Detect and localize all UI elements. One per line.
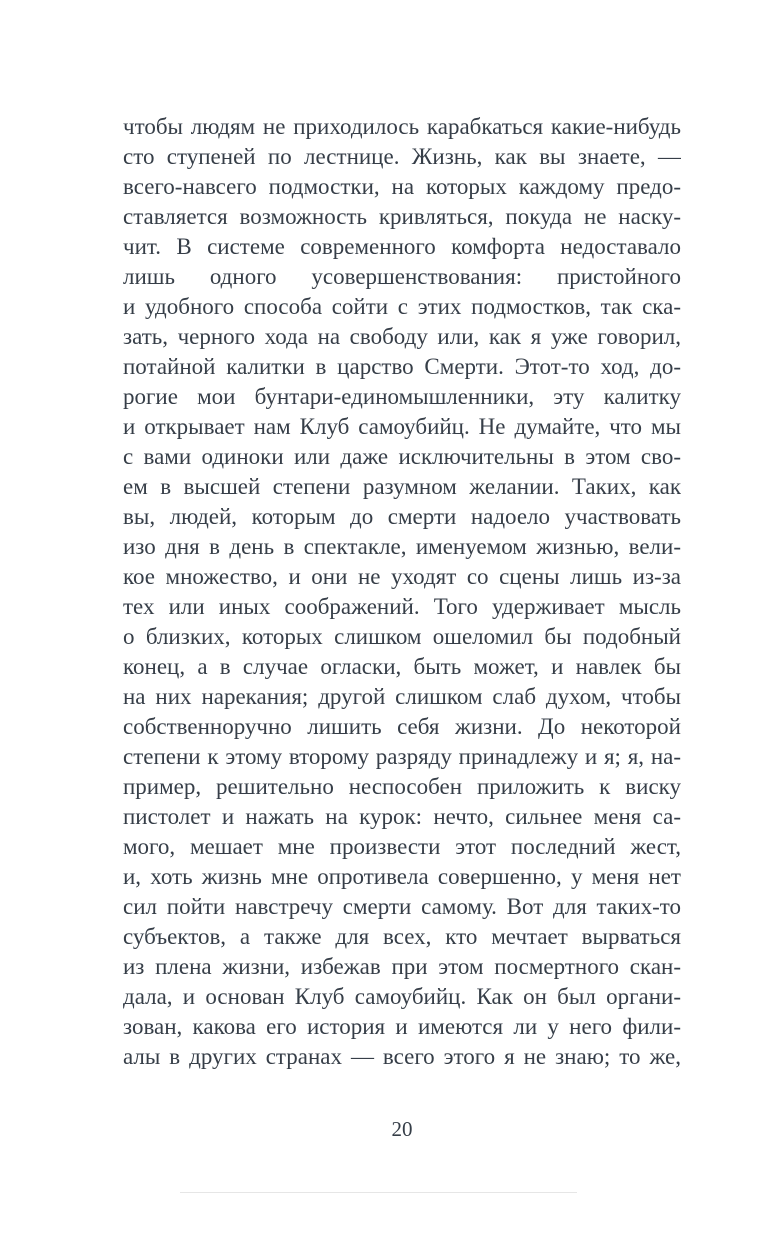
text-line: с вами одиноки или даже исключительны в этом сво- xyxy=(123,444,681,469)
text-line: и, хоть жизнь мне опротивела совершенно, у меня нет xyxy=(123,864,681,889)
text-line: потайной калитки в царство Смерти. Этот-то ход, до- xyxy=(123,354,681,379)
text-line: чит. В системе современного комфорта недоставало xyxy=(123,234,681,259)
text-line: изо дня в день в спектакле, именуемом жизнью, вели- xyxy=(123,534,681,559)
text-line: на них нарекания; другой слишком слаб духом, чтобы xyxy=(123,684,681,709)
page-divider xyxy=(180,1192,577,1193)
text-line: кое множество, и они не уходят со сцены лишь из-за xyxy=(123,564,681,589)
text-line: вы, людей, которым до смерти надоело участвовать xyxy=(123,504,681,529)
text-line: пример, решительно неспособен приложить к виску xyxy=(123,774,681,799)
text-line: всего-навсего подмостки, на которых каждому предо- xyxy=(123,174,681,199)
text-line: рогие мои бунтари-единомышленники, эту калитку xyxy=(123,384,681,409)
text-line: и открывает нам Клуб самоубийц. Не думайте, что мы xyxy=(123,414,681,439)
text-line: степени к этому второму разряду принадлежу и я; я, на- xyxy=(123,744,681,769)
text-line: пистолет и нажать на курок: нечто, сильнее меня са- xyxy=(123,804,681,829)
text-line: субъектов, а также для всех, кто мечтает вырваться xyxy=(123,924,681,949)
text-line: и удобного способа сойти с этих подмостков, так ска- xyxy=(123,294,681,319)
text-line: чтобы людям не приходилось карабкаться какие-нибудь xyxy=(123,114,681,139)
text-line: алы в других странах — всего этого я не знаю; то же, xyxy=(123,1044,681,1069)
text-line: мого, мешает мне произвести этот последний жест, xyxy=(123,834,681,859)
text-line: собственноручно лишить себя жизни. До некоторой xyxy=(123,714,681,739)
text-line: зать, черного хода на свободу или, как я уже говорил, xyxy=(123,324,681,349)
page-number: 20 xyxy=(391,1117,413,1141)
text-line: ем в высшей степени разумном желании. Таких, как xyxy=(123,474,681,499)
text-line: сто ступеней по лестнице. Жизнь, как вы знаете, — xyxy=(123,144,681,169)
text-line: тех или иных соображений. Того удерживает мысль xyxy=(123,594,681,619)
page-text xyxy=(123,112,681,1072)
text-line: о близких, которых слишком ошеломил бы подобный xyxy=(123,624,681,649)
text-line: конец, а в случае огласки, быть может, и навлек бы xyxy=(123,654,681,679)
text-line: сил пойти навстречу смерти самому. Вот для таких-то xyxy=(123,894,681,919)
text-line: дала, и основан Клуб самоубийц. Как он был органи- xyxy=(123,984,681,1009)
text-line: ставляется возможность кривляться, покуда не наску- xyxy=(123,204,681,229)
text-line: из плена жизни, избежав при этом посмертного скан- xyxy=(123,954,681,979)
text-line: зован, какова его история и имеются ли у него фили- xyxy=(123,1014,681,1039)
text-line: лишь одного усовершенствования: пристойного xyxy=(123,264,681,289)
